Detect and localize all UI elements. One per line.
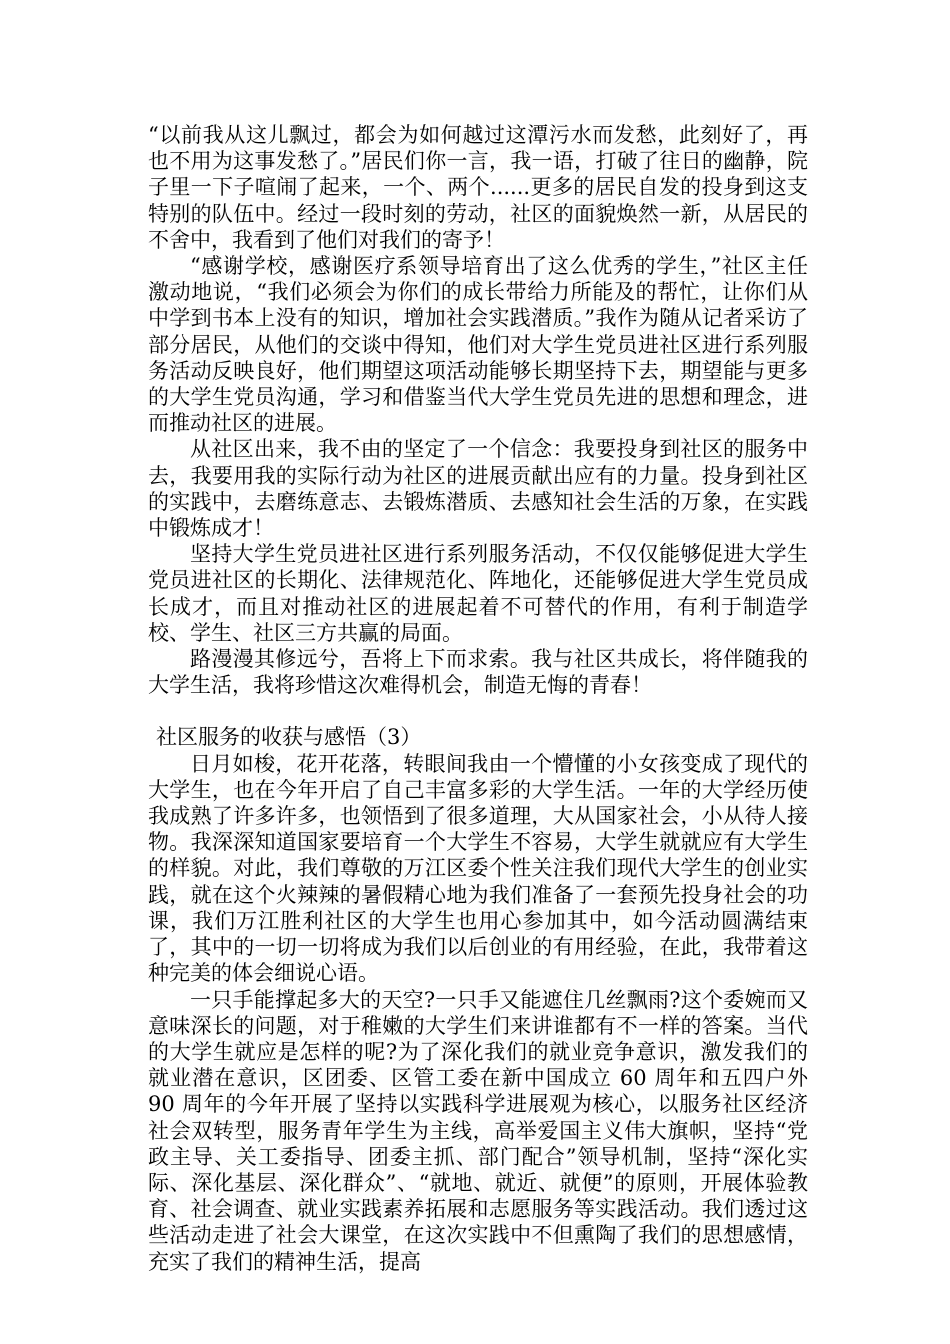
paragraph: 一只手能撑起多大的天空?一只手又能遮住几丝飘雨?这个委婉而又意味深长的问题，对于稚嫩的大学生们来讲谁都有不一样的答案。当代的大学生就应是怎样的呢?为了深化我们的就业竞争意识，激发我们的就业潜在意识，区团委、区管工委在新中国成立 60 周年和五四户外 90 周年的今年开展了坚持以实践科学进展观为核心，以服务社区经济社会双转型，服务青年学生为主线，高举爱国主义伟大旗帜，坚持“党政主导、关工委指导、团委主抓、部门配合”领导机制，坚持“深化实际、深化基层、深化群众”、“就地、就近、就便”的原则，开展体验教育、社会调查、就业实践素养拓展和志愿服务等实践活动。我们透过这些活动走进了社会大课堂，在这次实践中不但熏陶了我们的思想感情，充实了我们的精神生活，提高 — [148, 987, 808, 1274]
paragraph: 从社区出来，我不由的坚定了一个信念：我要投身到社区的服务中去，我要用我的实际行动为社区的进展贡献出应有的力量。投身到社区的实践中，去磨练意志、去锻炼潜质、去感知社会生活的万象，在实践中锻炼成才！ — [148, 437, 808, 541]
paragraph: “以前我从这儿飘过，都会为如何越过这潭污水而发愁，此刻好了，再也不用为这事发愁了。”居民们你一言，我一语，打破了往日的幽静，院子里一下子喧闹了起来，一个、两个......更多的居民自发的投身到这支特别的队伍中。经过一段时刻的劳动，社区的面貌焕然一新，从居民的不舍中，我看到了他们对我们的寄予！ — [148, 123, 808, 252]
paragraph: 路漫漫其修远兮，吾将上下而求索。我与社区共成长，将伴随我的大学生活，我将珍惜这次难得机会，制造无悔的青春！ — [148, 647, 808, 698]
blank-line — [148, 698, 808, 724]
paragraph: “感谢学校，感谢医疗系领导培育出了这么优秀的学生，”社区主任激动地说，“我们必须会为你们的成长带给力所能及的帮忙，让你们从中学到书本上没有的知识，增加社会实践潜质。”我作为随从记者采访了部分居民，从他们的交谈中得知，他们对大学生党员进社区进行系列服务活动反映良好，他们期望这项活动能够长期坚持下去，期望能与更多的大学生党员沟通，学习和借鉴当代大学生党员先进的思想和理念，进而推动社区的进展。 — [148, 254, 808, 436]
document-page — [148, 122, 808, 1275]
paragraph: 坚持大学生党员进社区进行系列服务活动，不仅仅能够促进大学生党员进社区的长期化、法律规范化、阵地化，还能够促进大学生党员成长成才，而且对推动社区的进展起着不可替代的作用，有利于制造学校、学生、社区三方共赢的局面。 — [148, 542, 808, 645]
paragraph: 日月如梭，花开花落，转眼间我由一个懵懂的小女孩变成了现代的大学生，也在今年开启了自己丰富多彩的大学生活。一年的大学经历使我成熟了许多许多，也领悟到了很多道理，大从国家社会，小从待人接物。我深深知道国家要培育一个大学生不容易，大学生就就应有大学生的样貌。对此，我们尊敬的万江区委个性关注我们现代大学生的创业实践，就在这个火辣辣的暑假精心地为我们准备了一套预先投身社会的功课，我们万江胜利社区的大学生也用心参加其中，如今活动圆满结束了，其中的一切一切将成为我们以后创业的有用经验，在此，我带着这种完美的体会细说心语。 — [148, 751, 808, 986]
section-title: 社区服务的收获与感悟（3） — [156, 725, 422, 750]
